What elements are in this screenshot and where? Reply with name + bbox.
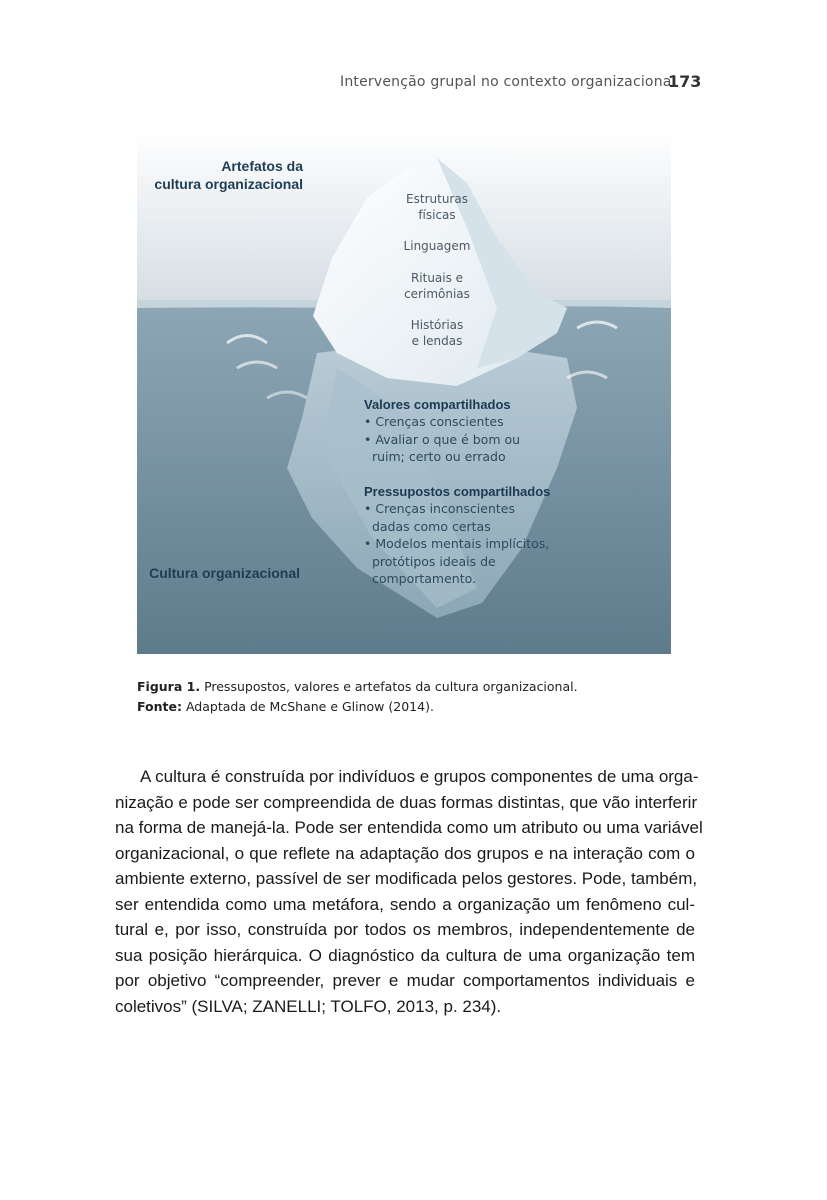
iceberg-figure <box>137 128 671 654</box>
body-line: coletivos” (SILVA; ZANELLI; TOLFO, 2013, p. 234). <box>115 996 502 1016</box>
figure-caption <box>137 677 578 717</box>
tip-item-rituals: Rituais e cerimônias <box>404 271 470 301</box>
body-paragraph <box>115 764 703 1019</box>
label-organizational-culture: Cultura organizacional <box>149 565 300 581</box>
body-line: na forma de manejá-la. Pode ser entendida como um atributo ou uma variável <box>115 818 703 837</box>
tip-item-language: Linguagem <box>403 239 471 253</box>
tip-item-stories: Histórias e lendas <box>410 318 464 348</box>
running-title: Intervenção grupal no contexto organizacional <box>340 74 676 90</box>
body-line: sua posição hierárquica. O diagnóstico da cultura de uma organização tem <box>115 945 695 965</box>
label-artifacts: Artefatos da cultura organizacional <box>154 158 303 192</box>
shared-assumptions-title: Pressupostos compartilhados <box>364 484 551 499</box>
body-line: A cultura é construída por indivíduos e grupos componentes de uma orga- <box>140 767 699 786</box>
shared-values-block: Valores compartilhados • Crenças conscientes • Avaliar o que é bom ou ruim; certo ou errado <box>364 396 584 466</box>
body-line: ambiente externo, passível de ser modificada pelos gestores. Pode, também, <box>115 869 698 888</box>
source-line: Fonte: Adaptada de McShane e Glinow (2014). <box>137 699 434 714</box>
shared-values-title: Valores compartilhados <box>364 397 511 412</box>
body-line: nização e pode ser compreendida de duas formas distintas, que vão interferir <box>115 792 698 812</box>
body-line: ser entendida como uma metáfora, sendo a organização um fenômeno cul- <box>115 894 695 914</box>
body-line: tural e, por isso, construída por todos os membros, independentemente de <box>115 920 695 939</box>
caption-line: Figura 1. Pressupostos, valores e artefatos da cultura organizacional. <box>137 679 578 694</box>
tip-item-structures: Estruturas físicas <box>406 192 468 222</box>
body-line: por objetivo “compreender, prever e mudar comportamentos individuais e <box>115 971 695 990</box>
shared-assumptions-block: Pressupostos compartilhados • Crenças inconscientes dadas como certas • Modelos mentais implícitos, protótipos ideais de comportamento. <box>364 483 584 588</box>
body-line: organizacional, o que reflete na adaptação dos grupos e na interação com o <box>115 843 695 863</box>
page-number: 173 <box>668 72 702 91</box>
